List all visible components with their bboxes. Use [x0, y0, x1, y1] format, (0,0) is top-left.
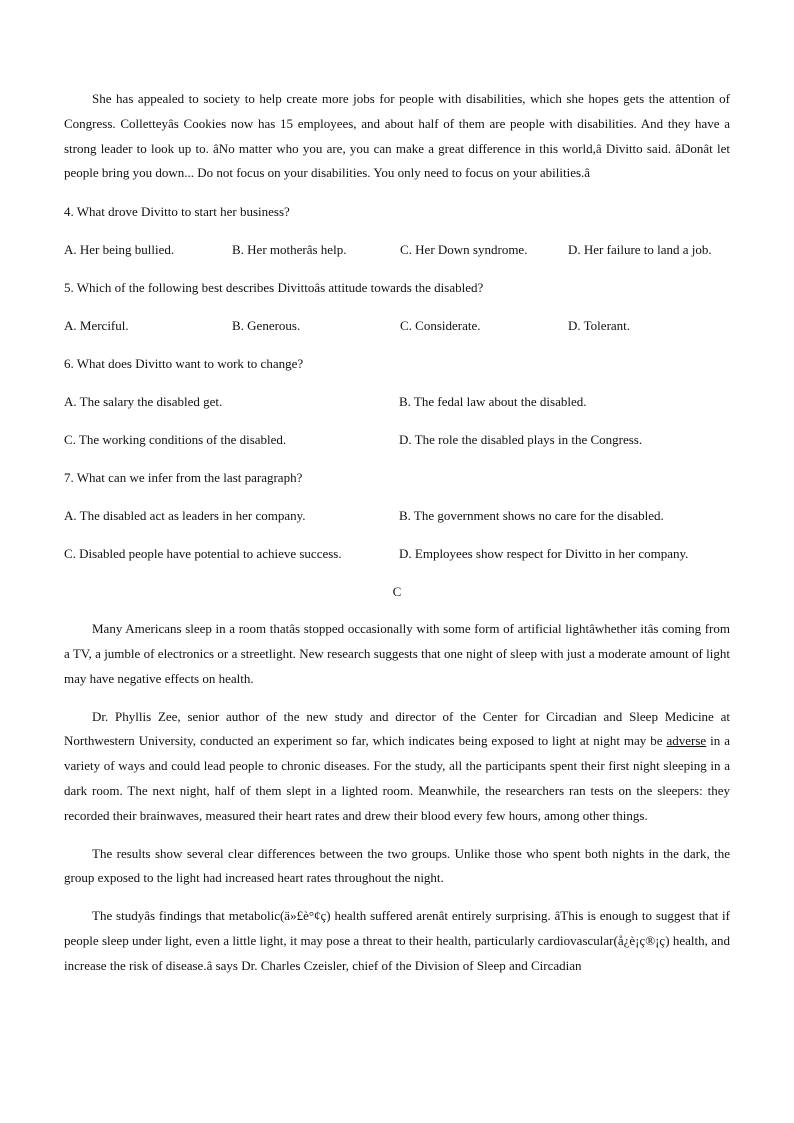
question-6-options-row-2: [64, 427, 730, 452]
section-heading-c: C: [392, 584, 402, 600]
question-7-options-row-2: [64, 541, 730, 566]
question-4-stem: 4. What drove Divitto to start her business?: [64, 204, 290, 220]
passage-c-paragraph-2: [64, 705, 730, 829]
question-4-options: [64, 237, 730, 262]
question-6-option-b: B. The fedal law about the disabled.: [399, 394, 587, 410]
question-7-option-b: B. The government shows no care for the disabled.: [399, 508, 664, 524]
passage-c-paragraph-3: The results show several clear differences between the two groups. Unlike those who spent both nights in the dark, the group exposed to the light had increased heart rates throughout the night.: [64, 845, 730, 886]
question-5-stem: 5. Which of the following best describes Divittoâs attitude towards the disabled?: [64, 280, 484, 296]
passage-b-final-paragraph: She has appealed to society to help create more jobs for people with disabilities, which she hopes gets the attention of Congress. Colletteyâs Cookies now has 15 employees, and about half of them are people with disabilities. And they have a strong leader to look up to. âNo matter who you are, you can make a great difference in this world,â Divitto said. âDonât let people bring you down... Do not focus on your disabilities. You only need to focus on your abilities.â: [64, 91, 730, 181]
underlined-word-adverse: adverse: [666, 733, 707, 749]
question-7-option-d: D. Employees show respect for Divitto in her company.: [399, 546, 689, 562]
question-5-options: [64, 313, 730, 338]
passage-c-paragraph-1: Many Americans sleep in a room thatâs stopped occasionally with some form of artificial lightâwhether itâs coming from a TV, a jumble of electronics or a streetlight. New research suggests that one night of sleep with just a moderate amount of light may have negative effects on health.: [64, 621, 730, 686]
passage-c-paragraph-2-text-after: in a variety of ways and could lead people to chronic diseases. For the study, all the participants spent their first night sleeping in a dark room. The next night, half of them slept in a lighted room. Meanwhile, the researchers ran tests on the sleepers: they recorded their brainwaves, measured their heart rates and drew their blood every few hours, among other things.: [64, 733, 730, 823]
question-7-option-a: A. The disabled act as leaders in her company.: [64, 508, 306, 524]
question-5-option-a: A. Merciful.: [64, 318, 129, 334]
question-6-option-d: D. The role the disabled plays in the Congress.: [399, 432, 643, 448]
question-6-options-row-1: [64, 389, 730, 414]
question-6-stem: 6. What does Divitto want to work to change?: [64, 356, 304, 372]
question-4-option-b: B. Her motherâs help.: [232, 242, 347, 258]
question-5-option-d: D. Tolerant.: [568, 318, 631, 334]
question-6-option-a: A. The salary the disabled get.: [64, 394, 223, 410]
question-7-options-row-1: [64, 503, 730, 528]
passage-c-paragraph-4: The studyâs findings that metabolic(ä»£è°¢ç) health suffered arenât entirely surprising. âThis is enough to suggest that if people sleep under light, even a little light, it may pose a threat to their health, particularly cardiovascular(å¿è¡ç®¡ç) health, and increase the risk of disease.â says Dr. Charles Czeisler, chief of the Division of Sleep and Circadian: [64, 908, 730, 973]
question-5-option-c: C. Considerate.: [400, 318, 481, 334]
question-5-option-b: B. Generous.: [232, 318, 301, 334]
question-7-stem: 7. What can we infer from the last paragraph?: [64, 470, 303, 486]
question-6-option-c: C. The working conditions of the disabled.: [64, 432, 287, 448]
question-7-option-c: C. Disabled people have potential to achieve success.: [64, 546, 342, 562]
passage-c-paragraph-2-text-before: Dr. Phyllis Zee, senior author of the new study and director of the Center for Circadian and Sleep Medicine at Northwestern University, conducted an experiment so far, which indicates being exposed to light at night may be: [64, 708, 730, 749]
question-4-option-d: D. Her failure to land a job.: [568, 242, 712, 258]
document-page: [64, 87, 730, 992]
question-4-option-c: C. Her Down syndrome.: [400, 242, 528, 258]
question-4-option-a: A. Her being bullied.: [64, 242, 175, 258]
